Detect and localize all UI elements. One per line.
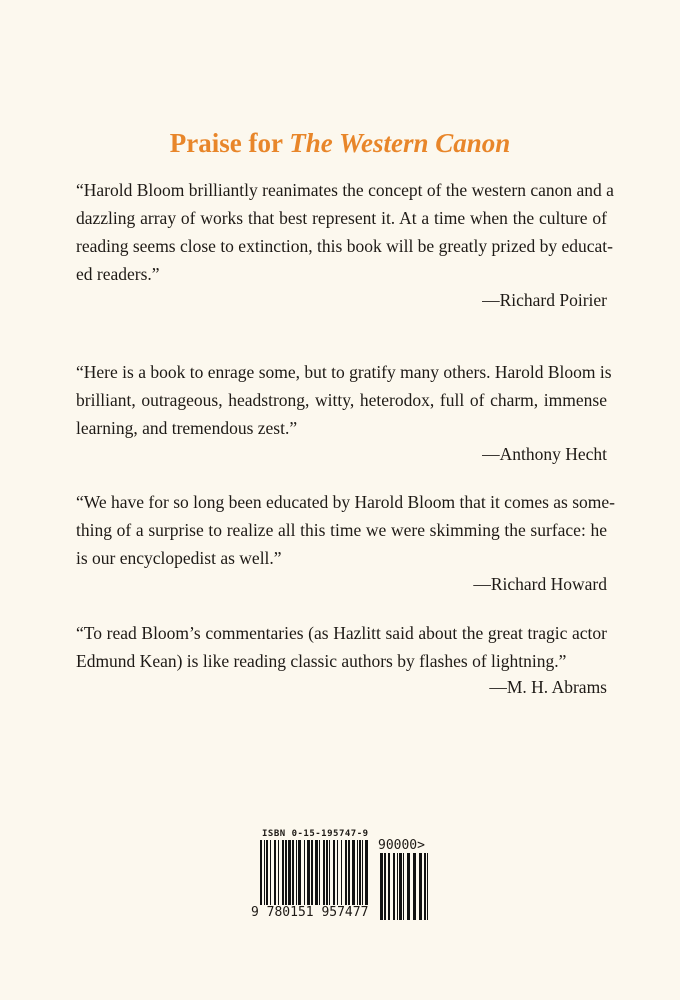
barcode-bar [384,853,386,920]
quote-line: “Here is a book to enrage some, but to gratify many others. Harold Bloom is [76,362,612,382]
ean-number: 9 780151 957477 [251,905,369,920]
quote-line: thing of a surprise to realize all this time we were skimming the surface: he [76,520,607,540]
quote-attribution: —Richard Poirier [482,290,607,310]
barcode-bar [393,853,395,920]
quote-attribution: —Richard Howard [473,574,607,594]
quote-attribution: —M. H. Abrams [489,677,607,697]
quote-line: “To read Bloom’s commentaries (as Hazlitt said about the great tragic actor [76,623,607,643]
quote-line: learning, and tremendous zest.” [76,418,298,438]
quote-4 [76,619,607,699]
barcode-bar [397,853,398,920]
barcode-bar [427,853,428,920]
quote-3 [76,488,615,596]
quote-line: ed readers.” [76,264,160,284]
quote-line: reading seems close to extinction, this book will be greatly prized by educat- [76,236,613,256]
barcode-bar [419,853,422,920]
barcode-bar [424,853,426,920]
quote-1 [76,176,614,312]
barcode-bar [399,853,402,920]
title-prefix: Praise for [169,128,290,158]
quote-2 [76,358,612,466]
quote-line: brilliant, outrageous, headstrong, witty, heterodox, full of charm, immense [76,390,607,410]
quote-attribution: —Anthony Hecht [482,444,607,464]
barcode-bar [403,853,404,920]
quote-line: Edmund Kean) is like reading classic authors by flashes of lightning.” [76,651,567,671]
quote-line: “Harold Bloom brilliantly reanimates the concept of the western canon and a [76,180,614,200]
quote-line: dazzling array of works that best represent it. At a time when the culture of [76,208,607,228]
barcode-bar [407,853,410,920]
page-title [0,128,680,159]
price-code: 90000> [378,838,425,853]
barcode-bar [388,853,390,920]
isbn-label: ISBN 0-15-195747-9 [262,829,369,839]
book-title: The Western Canon [289,128,511,158]
quote-line: is our encyclopedist as well.” [76,548,282,568]
barcode-bar [413,853,416,920]
barcode-bar [380,853,383,920]
quote-line: “We have for so long been educated by Harold Bloom that it comes as some- [76,492,615,512]
